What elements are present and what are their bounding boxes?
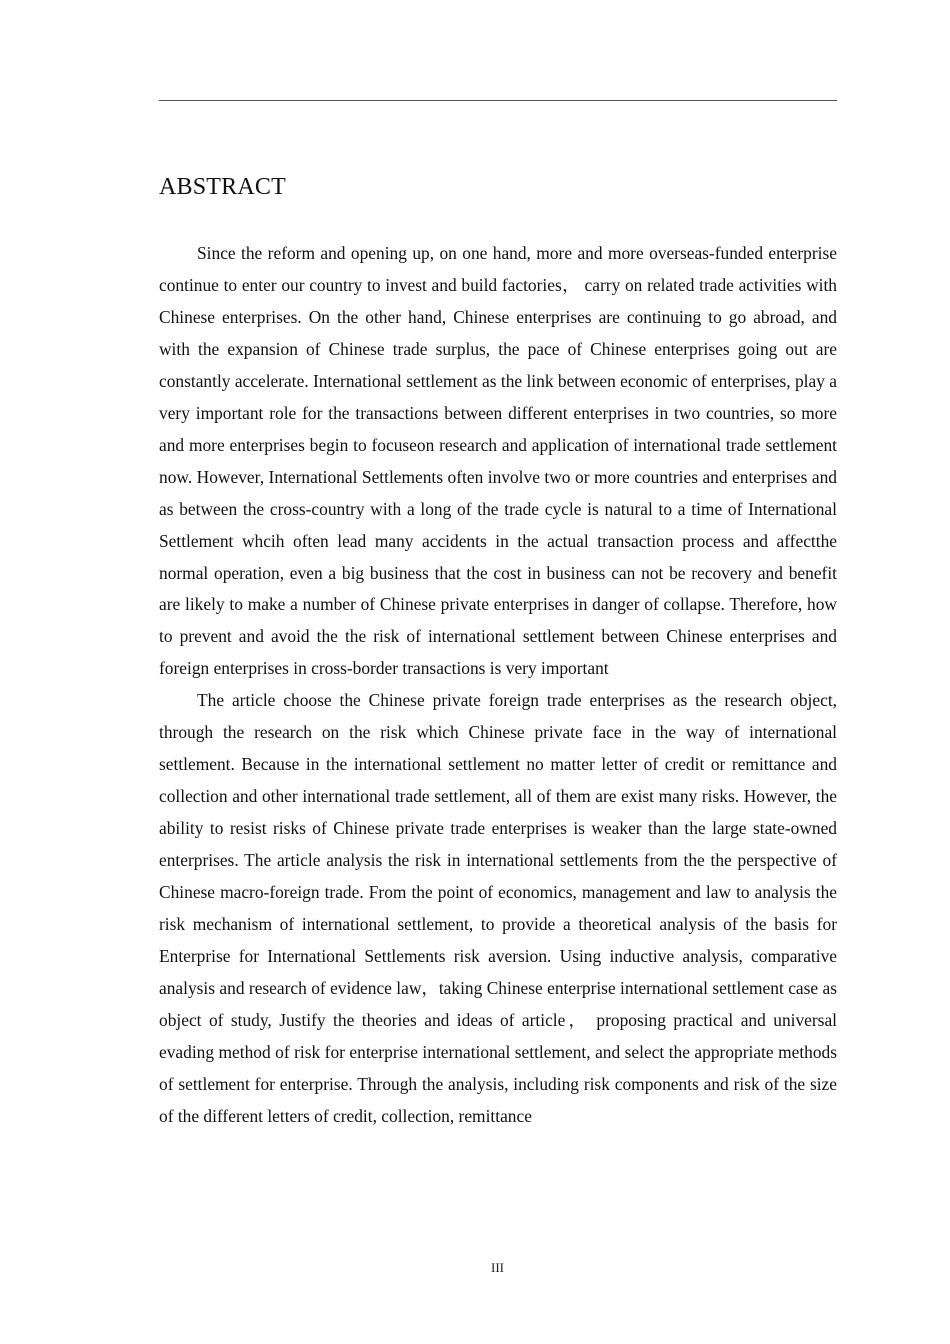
abstract-paragraph-1: Since the reform and opening up, on one hand, more and more overseas-funded enterprise continue to enter our country to invest and build factories， carry on related trade activities with Chinese enterprises. On the other hand, Chinese enterprises are continuing to go abroad, and with the expansion of Chinese trade surplus, the pace of Chinese enterprises going out are constantly accelerate. International settlement as the link between economic of enterprises, play a very important role for the transactions between different enterprises in two countries, so more and more enterprises begin to focuseon research and application of international trade settlement now. However, International Settlements often involve two or more countries and enterprises and as between the cross-country with a long of the trade cycle is natural to a time of International Settlement whcih often lead many accidents in the actual transaction process and affectthe normal operation, even a big business that the cost in business can not be recovery and benefit are likely to make a number of Chinese private enterprises in danger of collapse. Therefore, how to prevent and avoid the the risk of international settlement between Chinese enterprises and foreign enterprises in cross-border transactions is very important: [159, 243, 837, 679]
abstract-paragraph-2: The article choose the Chinese private foreign trade enterprises as the research object, through the research on the risk which Chinese private face in the way of international settlement. Because in the international settlement no matter letter of credit or remittance and collection and other international trade settlement, all of them are exist many risks. However, the ability to resist risks of Chinese private trade enterprises is weaker than the large state-owned enterprises. The article analysis the risk in international settlements from the the perspective of Chinese macro-foreign trade. From the point of economics, management and law to analysis the risk mechanism of international settlement, to provide a theoretical analysis of the basis for Enterprise for International Settlements risk aversion. Using inductive analysis, comparative analysis and research of evidence law，taking Chinese enterprise international settlement case as object of study, Justify the theories and ideas of article， proposing practical and universal evading method of risk for enterprise international settlement, and select the appropriate methods of settlement for enterprise. Through the analysis, including risk components and risk of the size of the different letters of credit, collection, remittance: [159, 690, 837, 1126]
header-rule: [159, 100, 837, 101]
abstract-heading: ABSTRACT: [159, 174, 286, 200]
abstract-body: [159, 238, 837, 1133]
page-number: III: [491, 1260, 504, 1275]
